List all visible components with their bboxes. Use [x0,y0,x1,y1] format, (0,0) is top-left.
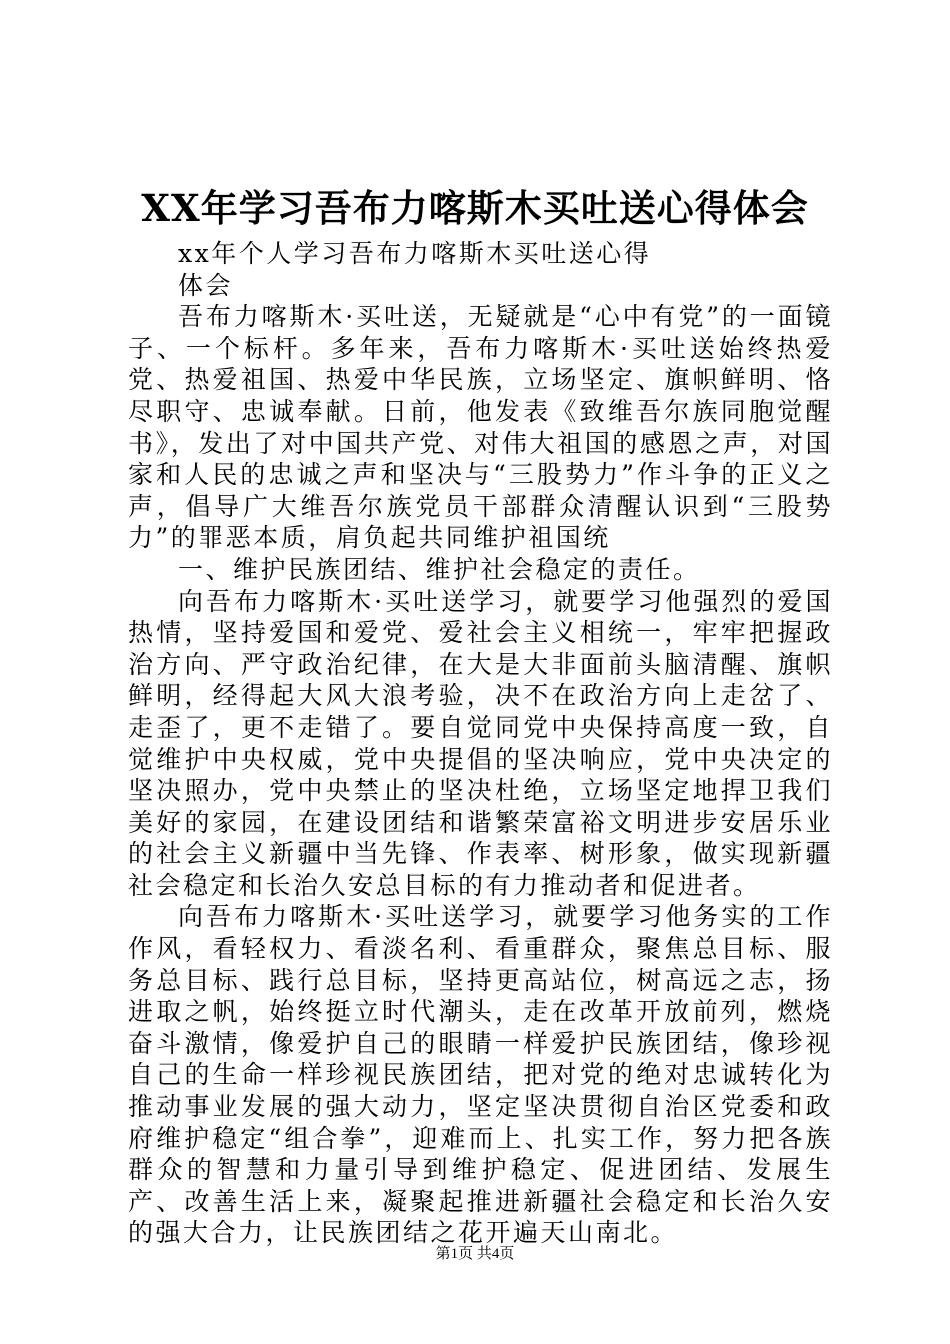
document-title: XX年学习吾布力喀斯木买吐送心得体会 [141,186,809,230]
subtitle-line-2: 体会 [178,270,234,300]
page-footer: 第1页 共4页 [435,1246,515,1262]
subtitle-line-1: xx年个人学习吾布力喀斯木买吐送心得 [178,239,652,268]
section-heading: 一、维护民族团结、维护社会稳定的责任。 [178,554,701,584]
document-body [128,238,833,1249]
paragraph-intro: 吾布力喀斯木·买吐送，无疑就是“心中有党”的一面镜子、一个标杆。多年来，吾布力喀斯木·买吐送始终热爱党、热爱祖国、热爱中华民族，立场坚定、旗帜鲜明、恪尽职守、忠诚奉献。日前，他发表《致维吾尔族同胞觉醒书》，发出了对中国共产党、对伟大祖国的感恩之声，对国家和人民的忠诚之声和坚决与“三股势力”作斗争的正义之声，倡导广大维吾尔族党员干部群众清醒认识到“三股势力”的罪恶本质，肩负起共同维护祖国统 [128,302,833,553]
paragraph-patriotism: 向吾布力喀斯木·买吐送学习，就要学习他强烈的爱国热情，坚持爱国和爱党、爱社会主义相统一，牢牢把握政治方向、严守政治纪律，在大是大非面前头脑清醒、旗帜鲜明，经得起大风大浪考验，决不在政治方向上走岔了、走歪了，更不走错了。要自觉同党中央保持高度一致，自觉维护中央权威，党中央提倡的坚决响应，党中央决定的坚决照办，党中央禁止的坚决杜绝，立场坚定地捍卫我们美好的家园，在建设团结和谐繁荣富裕文明进步安居乐业的社会主义新疆中当先锋、作表率、树形象，做实现新疆社会稳定和长治久安总目标的有力推动者和促进者。 [128,586,833,900]
paragraph-work-style: 向吾布力喀斯木·买吐送学习，就要学习他务实的工作作风，看轻权力、看淡名利、看重群众，聚焦总目标、服务总目标、践行总目标，坚持更高站位，树高远之志，扬进取之帆，始终挺立时代潮头，走在改革开放前列，燃烧奋斗激情，像爱护自己的眼睛一样爱护民族团结，像珍视自己的生命一样珍视民族团结，把对党的绝对忠诚转化为推动事业发展的强大动力，坚定坚决贯彻自治区党委和政府维护稳定“组合拳”，迎难而上、扎实工作，努力把各族群众的智慧和力量引导到维护稳定、促进团结、发展生产、改善生活上来，凝聚起推进新疆社会稳定和长治久安的强大合力，让民族团结之花开遍天山南北。 [128,902,833,1248]
